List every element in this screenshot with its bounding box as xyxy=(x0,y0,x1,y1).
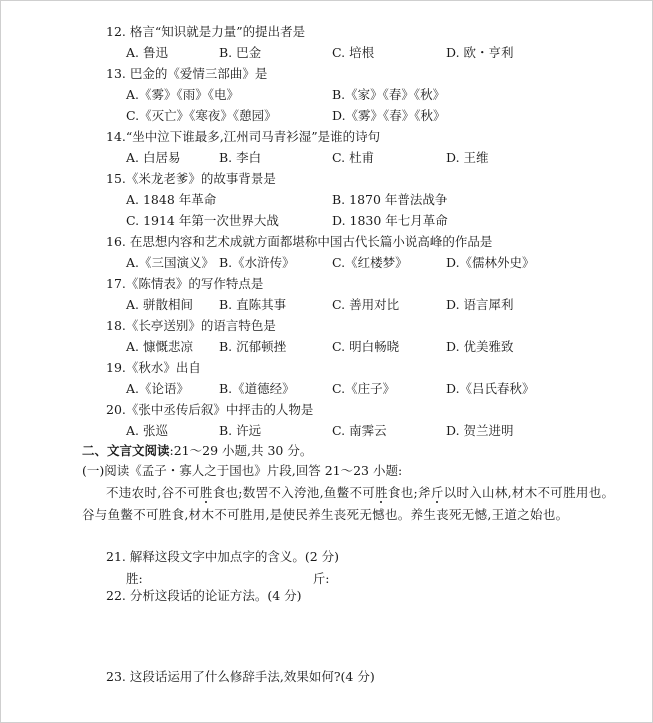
question-21-answer-line xyxy=(126,571,329,587)
question-18-option-c: C. 明白畅晓 xyxy=(332,339,400,354)
question-19-stem: 19.《秋水》出自 xyxy=(106,360,201,375)
question-15-option-b: B. 1870 年普法战争 xyxy=(332,192,448,207)
question-17-option-a: A. 骈散相间 xyxy=(126,297,193,312)
question-17-option-d: D. 语言犀利 xyxy=(446,297,514,312)
passage-text xyxy=(82,482,617,526)
question-22-answer-area[interactable] xyxy=(106,608,606,658)
question-12-option-d: D. 欧・亨利 xyxy=(446,45,514,60)
question-22-stem: 22. 分析这段话的论证方法。(4 分) xyxy=(106,588,302,603)
question-19-option-d: D.《吕氏春秋》 xyxy=(446,381,535,396)
passage-segment-4: 以时入山林,材木不可胜用也。谷与鱼鳖不可胜食,材木不可胜用,是使民养生丧死无憾也。养生丧死无憾,王道之始也。 xyxy=(82,485,615,522)
question-13-option-c: C.《灭亡》《寒夜》《憩园》 xyxy=(126,108,277,123)
question-16-option-b: B.《水浒传》 xyxy=(219,255,295,270)
question-18-stem: 18.《长亭送别》的语言特色是 xyxy=(106,318,276,333)
question-15-option-d: D. 1830 年七月革命 xyxy=(332,213,448,228)
question-20-option-a: A. 张巡 xyxy=(126,423,168,438)
question-23-stem: 23. 这段话运用了什么修辞手法,效果如何?(4 分) xyxy=(106,669,375,684)
question-20-option-b: B. 许远 xyxy=(219,423,262,438)
question-12-option-a: A. 鲁迅 xyxy=(126,45,168,60)
question-20-option-c: C. 南霁云 xyxy=(332,423,387,438)
question-17-stem: 17.《陈情表》的写作特点是 xyxy=(106,276,264,291)
question-12-option-b: B. 巴金 xyxy=(219,45,262,60)
question-12-option-c: C. 培根 xyxy=(332,45,375,60)
question-16-stem: 16. 在思想内容和艺术成就方面都堪称中国古代长篇小说高峰的作品是 xyxy=(106,234,493,249)
question-13-option-d: D.《雾》《春》《秋》 xyxy=(332,108,446,123)
question-15-stem: 15.《米龙老爹》的故事背景是 xyxy=(106,171,276,186)
question-16-option-c: C.《红楼梦》 xyxy=(332,255,408,270)
passage-segment-1: 不违农时,谷不可 xyxy=(106,485,200,500)
question-12-stem: 12. 格言“知识就是力量”的提出者是 xyxy=(106,24,306,39)
question-19-option-c: C.《庄子》 xyxy=(332,381,396,396)
passage-segment-2: 食也;数罟不入洿池,鱼鳖不可 xyxy=(212,485,376,500)
question-21-stem: 21. 解释这段文字中加点字的含义。(2 分) xyxy=(106,549,340,564)
question-17-option-c: C. 善用对比 xyxy=(332,297,400,312)
dotted-char-sheng-1: 胜 xyxy=(199,485,213,500)
question-14-option-b: B. 李白 xyxy=(219,150,262,165)
question-16-option-d: D.《儒林外史》 xyxy=(446,255,535,270)
section-subheading: (一)阅读《孟子・寡人之于国也》片段,回答 21～23 小题: xyxy=(82,463,403,478)
passage-segment-3: 食也;斧 xyxy=(387,485,431,500)
question-15-option-a: A. 1848 年革命 xyxy=(126,192,217,207)
question-18-option-a: A. 慷慨悲凉 xyxy=(126,339,193,354)
section-heading-title: 二、文言文阅读 xyxy=(82,443,170,458)
question-18-option-d: D. 优美雅致 xyxy=(446,339,514,354)
question-20-stem: 20.《张中丞传后叙》中抨击的人物是 xyxy=(106,402,314,417)
question-18-option-b: B. 沉郁顿挫 xyxy=(219,339,287,354)
question-13-option-b: B.《家》《春》《秋》 xyxy=(332,87,446,102)
question-19-option-b: B.《道德经》 xyxy=(219,381,295,396)
classical-passage xyxy=(82,482,617,526)
section-heading xyxy=(82,443,312,459)
question-19-option-a: A.《论语》 xyxy=(126,381,190,396)
answer-label-sheng: 胜: xyxy=(126,571,143,586)
question-14-option-a: A. 白居易 xyxy=(126,150,181,165)
section-heading-detail: :21～29 小题,共 30 分。 xyxy=(169,443,313,458)
dotted-char-sheng-2: 胜 xyxy=(375,485,388,500)
question-14-option-d: D. 王维 xyxy=(446,150,489,165)
question-17-option-b: B. 直陈其事 xyxy=(219,297,287,312)
question-14-stem: 14.“坐中泣下谁最多,江州司马青衫湿”是谁的诗句 xyxy=(106,129,381,144)
question-14-option-c: C. 杜甫 xyxy=(332,150,375,165)
question-13-stem: 13. 巴金的《爱情三部曲》是 xyxy=(106,66,268,81)
question-13-option-a: A.《雾》《雨》《电》 xyxy=(126,87,240,102)
question-15-option-c: C. 1914 年第一次世界大战 xyxy=(126,213,279,228)
question-20-option-d: D. 贺兰进明 xyxy=(446,423,514,438)
answer-label-jin: 斤: xyxy=(312,571,330,586)
question-23-answer-area[interactable] xyxy=(106,688,606,716)
dotted-char-jin: 斤 xyxy=(430,485,444,500)
question-16-option-a: A.《三国演义》 xyxy=(126,255,215,270)
